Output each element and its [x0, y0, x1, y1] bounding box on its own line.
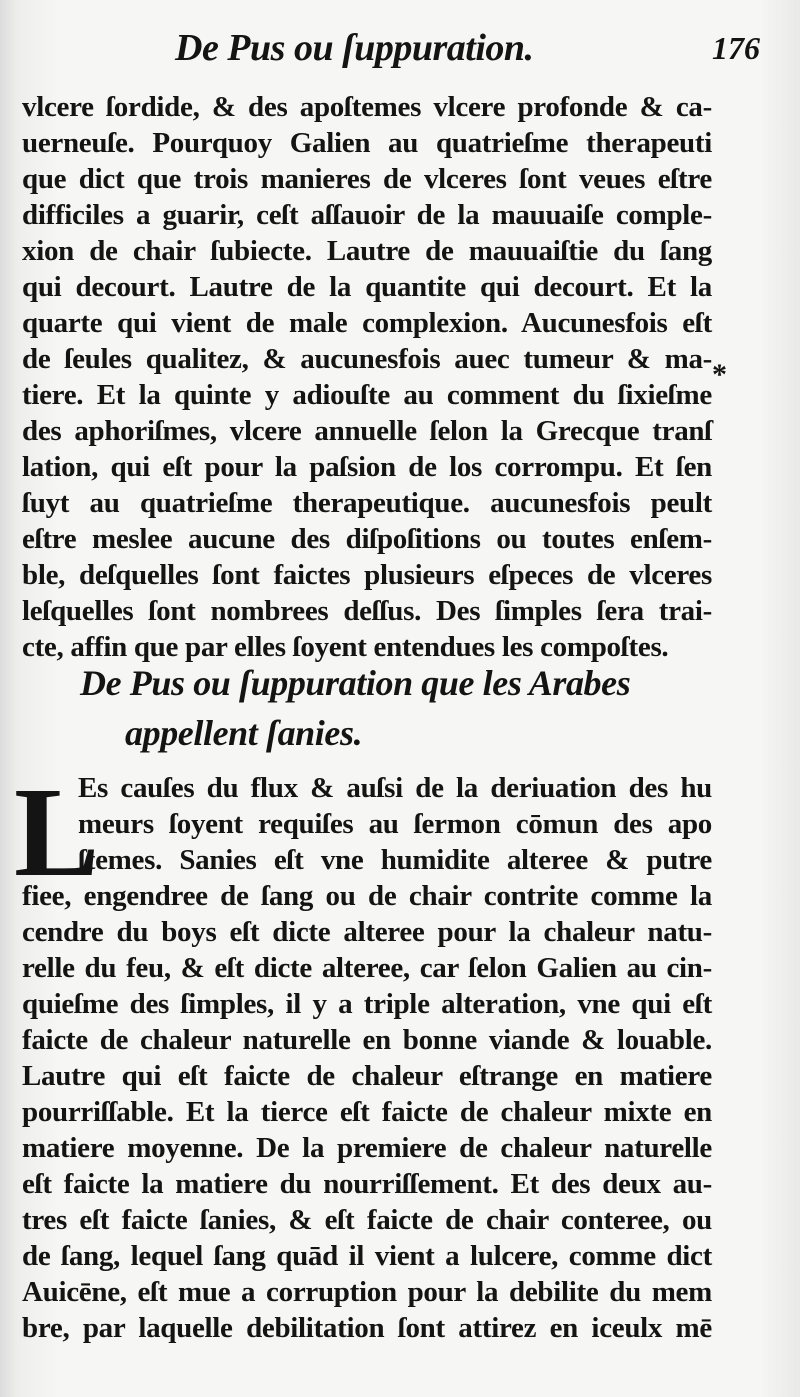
text-line: cendre du boys eſt dicte alteree pour la chaleur natu- — [22, 916, 712, 948]
chapter-heading-continued: appellent ſanies. — [125, 713, 363, 753]
text-line: eſtre meslee aucune des diſpoſitions ou toutes enſem- — [22, 523, 712, 555]
text-line: tres eſt faicte ſanies, & eſt faicte de chair conteree, ou — [22, 1204, 712, 1236]
text-line: relle du feu, & eſt dicte alteree, car ſelon Galien au cin- — [22, 952, 712, 984]
text-line: cte, affin que par elles ſoyent entendues les compoſtes. — [22, 631, 669, 663]
text-line: ble, deſquelles ſont faictes plusieurs eſpeces de vlceres — [22, 559, 712, 591]
text-line: meurs ſoyent requiſes au ſermon cōmun des apo — [78, 808, 712, 840]
text-line: Es cauſes du flux & auſsi de la deriuation des hu — [78, 772, 712, 804]
text-line: de ſeules qualitez, & aucunesfois auec tumeur & ma- — [22, 343, 712, 375]
text-line: tiere. Et la quinte y adiouſte au comment du ſixieſme — [22, 379, 712, 411]
text-line: matiere moyenne. De la premiere de chaleur naturelle — [22, 1132, 712, 1164]
text-line: qui decourt. Lautre de la quantite qui decourt. Et la — [22, 271, 712, 303]
text-line: de ſang, lequel ſang quād il vient a lulcere, comme dict — [22, 1240, 712, 1272]
chapter-heading: De Pus ou ſuppuration que les Arabes — [80, 663, 631, 703]
text-line: Auicēne, eſt mue a corruption pour la debilite du mem — [22, 1276, 712, 1308]
drop-cap-initial: L — [14, 761, 100, 903]
text-line: pourriſſable. Et la tierce eſt faicte de chaleur mixte en — [22, 1096, 712, 1128]
running-head: De Pus ou ſuppuration. — [175, 27, 534, 69]
text-line: ſuyt au quatrieſme therapeutique. aucunesfois peult — [22, 487, 712, 519]
page-number: 176 — [712, 30, 760, 66]
text-line: eſt faicte la matiere du nourriſſement. Et des deux au- — [22, 1168, 712, 1200]
text-line: lation, qui eſt pour la paſsion de los corrompu. Et ſen — [22, 451, 712, 483]
margin-asterisk-mark: * — [712, 358, 727, 391]
text-line: uerneuſe. Pourquoy Galien au quatrieſme therapeuti — [22, 127, 712, 159]
text-line: faicte de chaleur naturelle en bonne viande & louable. — [22, 1024, 712, 1056]
text-line: leſquelles ſont nombrees deſſus. Des ſimples ſera trai- — [22, 595, 712, 627]
text-line: difficiles a guarir, ceſt aſſauoir de la mauuaiſe comple- — [22, 199, 712, 231]
text-line: vlcere ſordide, & des apoſtemes vlcere profonde & ca- — [22, 91, 712, 123]
text-line: quarte qui vient de male complexion. Aucunesfois eſt — [22, 307, 712, 339]
text-line: que dict que trois manieres de vlceres ſont veues eſtre — [22, 163, 712, 195]
text-line: bre, par laquelle debilitation ſont attirez en iceulx mē — [22, 1312, 712, 1344]
text-line: Lautre qui eſt faicte de chaleur eſtrange en matiere — [22, 1060, 712, 1092]
text-line: des aphoriſmes, vlcere annuelle ſelon la Grecque tranſ — [22, 415, 712, 447]
text-line: ſtemes. Sanies eſt vne humidite alteree & putre — [78, 844, 712, 876]
text-line: fiee, engendree de ſang ou de chair contrite comme la — [22, 880, 712, 912]
text-line: quieſme des ſimples, il y a triple alteration, vne qui eſt — [22, 988, 712, 1020]
text-line: xion de chair ſubiecte. Lautre de mauuaiſtie du ſang — [22, 235, 712, 267]
